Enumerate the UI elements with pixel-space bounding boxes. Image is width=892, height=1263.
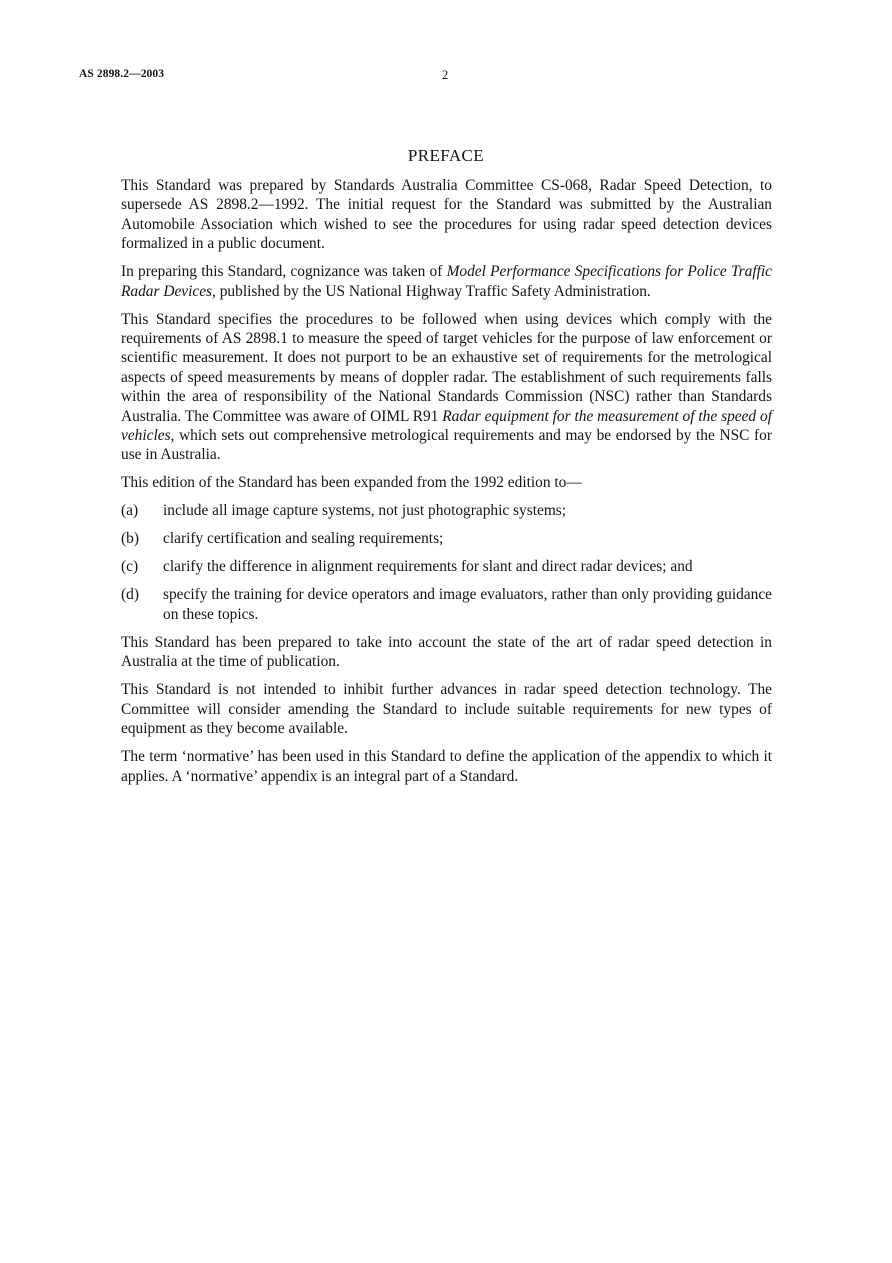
running-header (79, 68, 639, 84)
paragraph-edition: This edition of the Standard has been expanded from the 1992 edition to— (121, 474, 582, 492)
list-item-text: include all image capture systems, not just photographic systems; (163, 502, 567, 520)
paragraph-normative: The term ‘normative’ has been used in this Standard to define the application of the appendix to which it applies. A ‘normative’ appendix is an integral part of a Standard. (121, 748, 772, 785)
paragraph-text: This Standard specifies the procedures to be followed when using devices which comply with the requirements of AS 2898.1 to measure the speed of target vehicles for the purpose of law enforcement or scientific measurement. It does not purport to be an exhaustive set of requirements for the metrological aspects of speed measurements by means of doppler radar. The establishment of such requirements falls within the area of responsibility of the National Standards Commission (NSC) rather than Standards Australia. The Committee was aware of OIML R91 (121, 310, 772, 425)
paragraph-text: which sets out comprehensive metrological requirements and may be endorsed by the NSC for use in Australia. (121, 427, 772, 464)
cited-title: Radar equipment for the measurement of the speed of vehicles, (121, 407, 772, 445)
cited-title: Model Performance Specifications for Police Traffic Radar Devices, (121, 263, 772, 300)
changes-list (121, 501, 772, 624)
list-item-label: (a) (121, 502, 139, 520)
list-item (121, 501, 772, 520)
list-item (121, 585, 772, 624)
list-item-label: (d) (121, 586, 139, 604)
paragraph-cognizance (121, 262, 772, 301)
paragraph-state-of-art: This Standard has been prepared to take into account the state of the art of radar speed detection in Australia at the time of publication. (121, 633, 772, 671)
list-item-label: (c) (121, 558, 139, 576)
paragraph-text: In preparing this Standard, cognizance was taken of (121, 263, 447, 281)
list-item (121, 557, 772, 576)
preface-title: PREFACE (407, 146, 485, 165)
list-item (121, 529, 772, 548)
preface-body (121, 176, 772, 795)
list-item-text: clarify the difference in alignment requirements for slant and direct radar devices; and (163, 558, 693, 576)
paragraph-committee: This Standard was prepared by Standards Australia Committee CS-068, Radar Speed Detection, to supersede AS 2898.2—1992. The initial request for the Standard was submitted by the Australian Automobile Association which wished to see the procedures for using radar speed detection devices formalized in a public document. (121, 177, 772, 253)
list-item-text: clarify certification and sealing requirements; (163, 530, 444, 548)
list-item-label: (b) (121, 530, 139, 548)
page-number: 2 (442, 68, 449, 82)
paragraph-future-advances: This Standard is not intended to inhibit further advances in radar speed detection technology. The Committee will consider amending the Standard to include suitable requirements for new types of equipment as they become available. (121, 681, 772, 738)
document-number: AS 2898.2—2003 (79, 68, 165, 80)
paragraph-text: published by the US National Highway Traffic Safety Administration. (215, 282, 651, 300)
list-item-text: specify the training for device operators and image evaluators, rather than only providing guidance on these topics. (163, 586, 772, 623)
paragraph-scope (121, 310, 772, 465)
